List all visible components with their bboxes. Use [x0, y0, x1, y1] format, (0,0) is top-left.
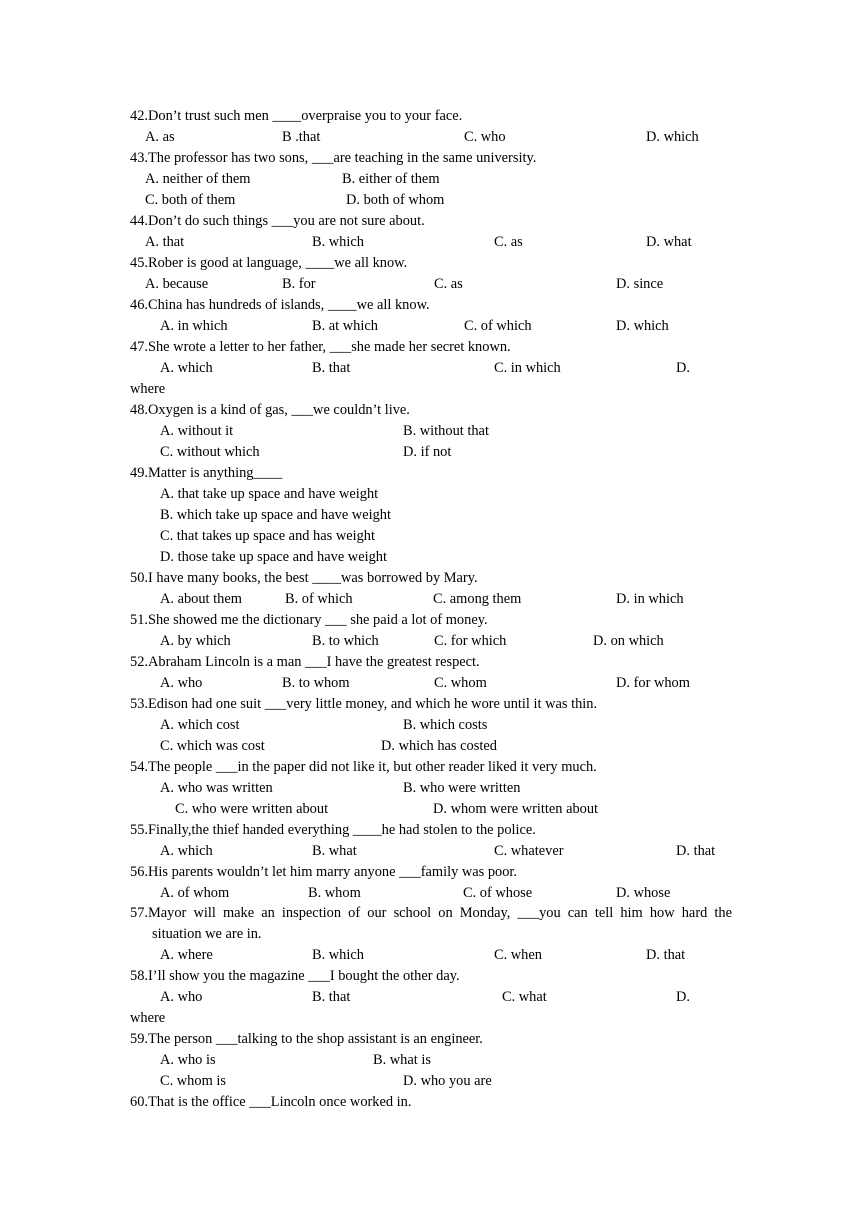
option: C. whatever	[494, 843, 564, 859]
option: C. both of them	[145, 192, 236, 208]
option: A. neither of them	[145, 171, 251, 187]
option-wrap: where	[130, 1010, 166, 1026]
option: D. if not	[403, 444, 452, 460]
option: A. that	[145, 234, 185, 250]
option: C. as	[434, 276, 463, 292]
option: A. who	[160, 675, 203, 691]
option: B. for	[282, 276, 316, 292]
option: A. where	[160, 947, 213, 963]
option: A. which	[160, 843, 213, 859]
option: B. that	[312, 989, 351, 1005]
option: D. that	[676, 843, 716, 859]
question-stem: 45.Rober is good at language, ____we all know.	[130, 255, 408, 271]
option: B. whom	[308, 885, 361, 901]
option: C. whom	[434, 675, 487, 691]
question-stem: 50.I have many books, the best ____was borrowed by Mary.	[130, 570, 478, 586]
question-stem: 60.That is the office ___Lincoln once worked in.	[130, 1094, 412, 1110]
option: C. that takes up space and has weight	[160, 528, 376, 544]
option: C. what	[502, 989, 547, 1005]
option: B. without that	[403, 423, 489, 439]
option: C. whom is	[160, 1073, 226, 1089]
option: C. for which	[434, 633, 507, 649]
option: D. both of whom	[346, 192, 445, 208]
option: A. who was written	[160, 780, 273, 796]
option: C. of whose	[463, 885, 533, 901]
option: A. by which	[160, 633, 231, 649]
option: D. since	[616, 276, 664, 292]
question-stem: 55.Finally,the thief handed everything ____he had stolen to the police.	[130, 822, 536, 838]
option: B. of which	[285, 591, 353, 607]
option: B. which take up space and have weight	[160, 507, 391, 523]
option: D. who you are	[403, 1073, 492, 1089]
option: D. what	[646, 234, 692, 250]
option: C. without which	[160, 444, 260, 460]
option: D.	[676, 360, 690, 376]
option: D. which	[616, 318, 669, 334]
question-stem: 59.The person ___talking to the shop assistant is an engineer.	[130, 1031, 483, 1047]
option: B. that	[312, 360, 351, 376]
option: A. who is	[160, 1052, 216, 1068]
option: D. those take up space and have weight	[160, 549, 387, 565]
option: A. of whom	[160, 885, 230, 901]
option: A. who	[160, 989, 203, 1005]
question-stem: 54.The people ___in the paper did not like it, but other reader liked it very much.	[130, 759, 597, 775]
option: C. who	[464, 129, 506, 145]
question-stem: 53.Edison had one suit ___very little money, and which he wore until it was thin.	[130, 696, 598, 712]
question-stem: 57.Mayor will make an inspection of our school on Monday, ___you can tell him how hard the	[130, 905, 732, 921]
option: B. which costs	[403, 717, 488, 733]
option: A. which cost	[160, 717, 240, 733]
question-stem: 49.Matter is anything____	[130, 465, 283, 481]
option: A. as	[145, 129, 175, 145]
question-stem: 48.Oxygen is a kind of gas, ___we couldn’t live.	[130, 402, 410, 418]
option: A. because	[145, 276, 209, 292]
question-stem: 47.She wrote a letter to her father, ___she made her secret known.	[130, 339, 511, 355]
option: D. which has costed	[381, 738, 497, 754]
question-stem-continued: situation we are in.	[152, 926, 262, 942]
option: D. on which	[593, 633, 664, 649]
question-stem: 46.China has hundreds of islands, ____we all know.	[130, 297, 430, 313]
option: B. either of them	[342, 171, 440, 187]
option: B. what is	[373, 1052, 431, 1068]
option: D.	[676, 989, 690, 1005]
option: B. to which	[312, 633, 379, 649]
option: C. who were written about	[175, 801, 329, 817]
option: C. which was cost	[160, 738, 265, 754]
option: C. as	[494, 234, 523, 250]
option: A. which	[160, 360, 213, 376]
option: D. that	[646, 947, 686, 963]
option: B. at which	[312, 318, 378, 334]
option: B .that	[282, 129, 321, 145]
option: C. of which	[464, 318, 532, 334]
option: D. whose	[616, 885, 671, 901]
question-stem: 56.His parents wouldn’t let him marry anyone ___family was poor.	[130, 864, 518, 880]
option: C. when	[494, 947, 542, 963]
question-stem: 44.Don’t do such things ___you are not sure about.	[130, 213, 425, 229]
option: A. in which	[160, 318, 228, 334]
option: B. who were written	[403, 780, 521, 796]
option: C. among them	[433, 591, 522, 607]
option: A. about them	[160, 591, 242, 607]
option: D. in which	[616, 591, 684, 607]
option: B. what	[312, 843, 357, 859]
question-stem: 58.I’ll show you the magazine ___I bought the other day.	[130, 968, 460, 984]
option: A. without it	[160, 423, 234, 439]
option-wrap: where	[130, 381, 166, 397]
question-stem: 51.She showed me the dictionary ___ she paid a lot of money.	[130, 612, 488, 628]
option: A. that take up space and have weight	[160, 486, 379, 502]
option: B. which	[312, 947, 364, 963]
option: D. which	[646, 129, 699, 145]
question-stem: 43.The professor has two sons, ___are teaching in the same university.	[130, 150, 537, 166]
option: B. to whom	[282, 675, 350, 691]
option: C. in which	[494, 360, 561, 376]
question-stem: 42.Don’t trust such men ____overpraise you to your face.	[130, 108, 463, 124]
option: D. for whom	[616, 675, 690, 691]
question-stem: 52.Abraham Lincoln is a man ___I have the greatest respect.	[130, 654, 480, 670]
option: D. whom were written about	[433, 801, 599, 817]
option: B. which	[312, 234, 364, 250]
